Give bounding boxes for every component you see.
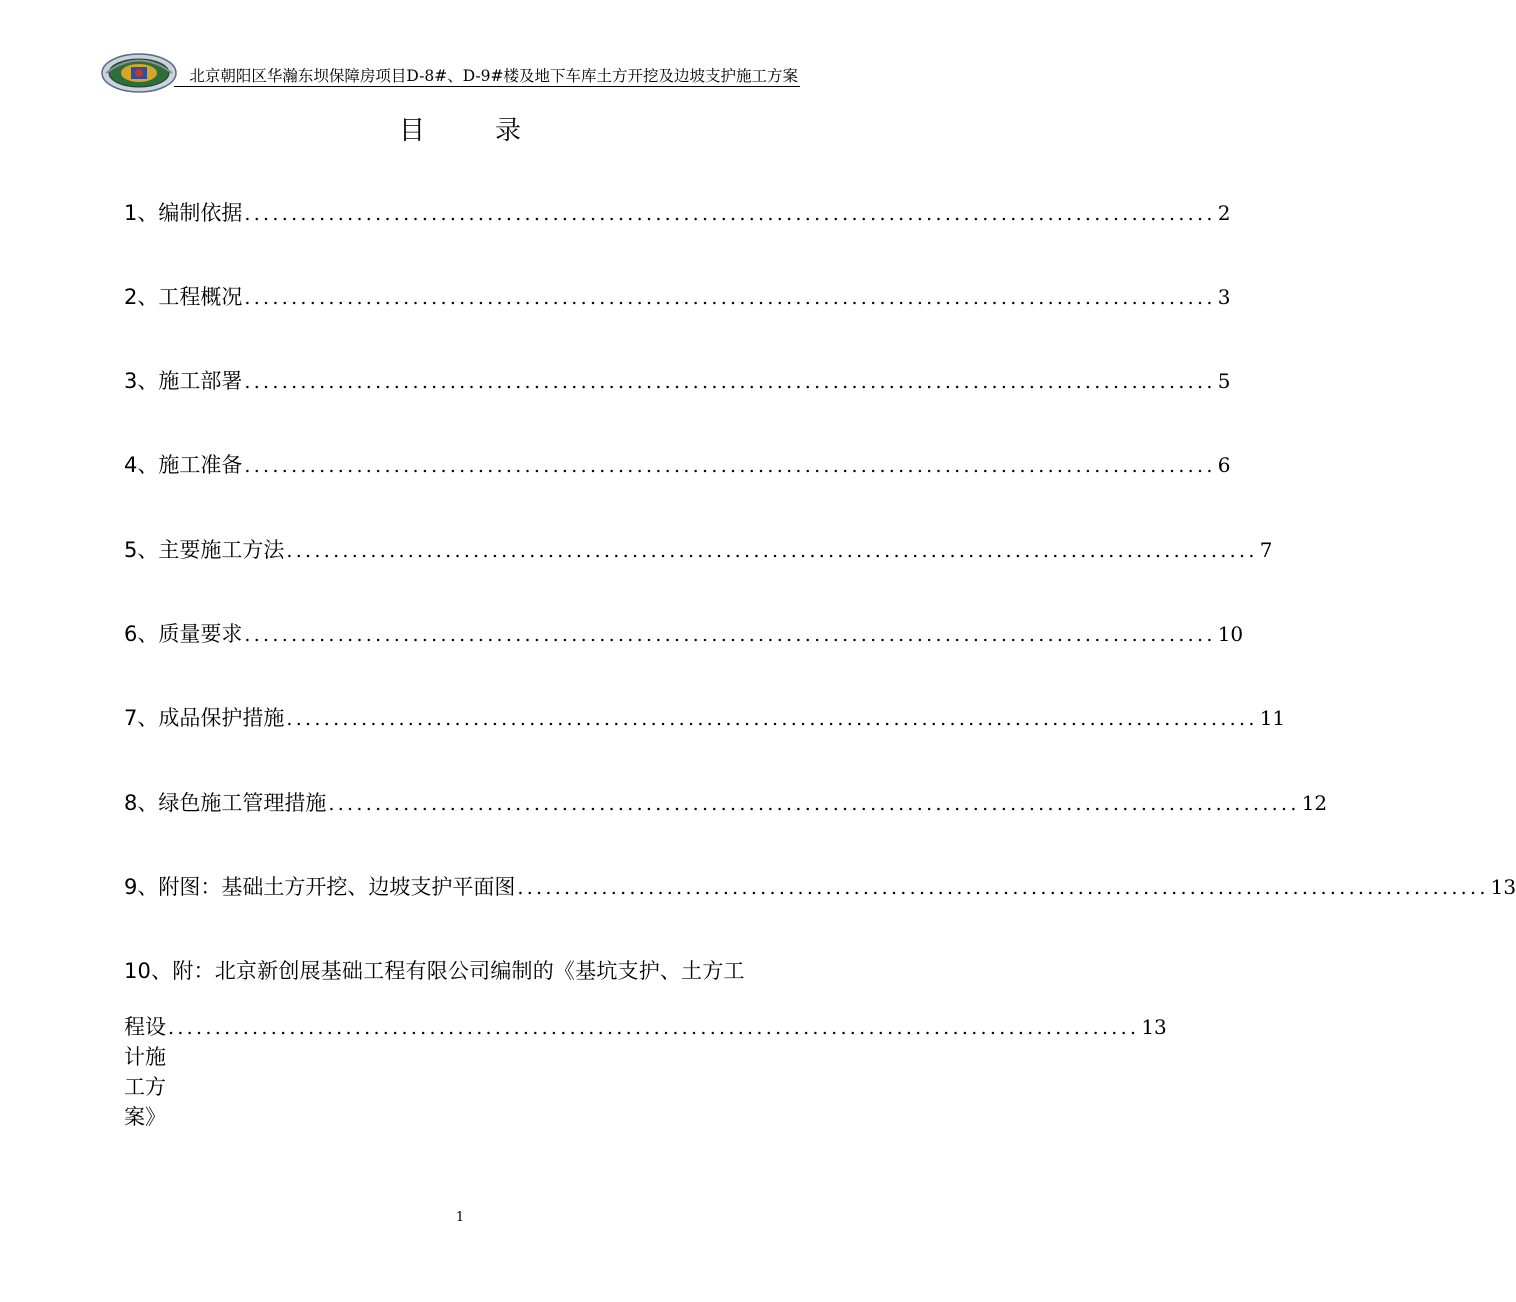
toc-entry[interactable]: [124, 281, 1231, 317]
toc-entry-label: 7、成品保护措施: [124, 706, 285, 730]
toc-entry-label-line2: 程设计施工方案》: [124, 1015, 166, 1129]
toc-entry-page: 12: [1301, 791, 1328, 815]
toc-entry-label: 4、施工准备: [124, 453, 243, 477]
toc-entry-label: 6、质量要求: [124, 622, 243, 646]
page-number: 1: [455, 1210, 465, 1225]
toc-entry-label: 1、编制依据: [124, 201, 243, 225]
toc-entry-multiline[interactable]: [124, 955, 1167, 1131]
toc-entry[interactable]: [124, 702, 1286, 738]
toc-entry-label: 2、工程概况: [124, 285, 243, 309]
toc-entry-page: 3: [1217, 285, 1231, 309]
toc-leader-dots: [244, 624, 1215, 646]
header-divider: [174, 86, 800, 87]
toc-entry-page: 13: [1490, 875, 1516, 899]
toc-entry[interactable]: [124, 618, 1244, 654]
toc-entry-page: 2: [1217, 201, 1231, 225]
toc-entry[interactable]: [124, 197, 1231, 233]
toc-entry[interactable]: [124, 534, 1273, 570]
document-header-title: 北京朝阳区华瀚东坝保障房项目D-8#、D-9#楼及地下车库土方开挖及边坡支护施工方案: [189, 67, 798, 85]
toc-leader-dots: [244, 287, 1215, 309]
toc-heading: [0, 110, 920, 147]
toc-entry-line2: [124, 1011, 1167, 1131]
toc-entry[interactable]: [124, 365, 1231, 401]
toc-leader-dots: ........................................................................................................: [168, 1017, 1140, 1039]
toc-entry[interactable]: [124, 787, 1328, 823]
toc-entry-page: 7: [1259, 538, 1273, 562]
toc-leader-dots: [328, 793, 1299, 815]
toc-entry-page: 10: [1217, 622, 1244, 646]
toc-heading-char-1: 目: [398, 116, 425, 146]
company-seal-logo: [100, 52, 178, 94]
toc-entry-label: 9、附图：基础土方开挖、边坡支护平面图: [124, 875, 516, 899]
toc-leader-dots: [244, 203, 1215, 225]
toc-entry-label: 8、绿色施工管理措施: [124, 791, 327, 815]
toc-entry[interactable]: [124, 871, 1516, 907]
toc-leader-dots: [286, 540, 1257, 562]
toc-leader-dots: [244, 455, 1215, 477]
toc-leader-dots: [517, 877, 1488, 899]
toc-leader-dots: [286, 708, 1257, 730]
toc-leader-dots: [244, 371, 1215, 393]
toc-entry-page: 13: [1141, 1015, 1167, 1039]
toc-entry-page: 11: [1259, 706, 1286, 730]
toc-entry-label: 5、主要施工方法: [124, 538, 285, 562]
toc-entry[interactable]: [124, 449, 1231, 485]
toc-entry-label: 3、施工部署: [124, 369, 243, 393]
toc-entry-label-line1: 10、附：北京新创展基础工程有限公司编制的《基坑支护、土方工: [124, 959, 745, 983]
toc-heading-char-2: 录: [495, 116, 522, 146]
toc-entry-page: 5: [1217, 369, 1231, 393]
page-header: [100, 52, 800, 88]
toc-entry-page: 6: [1217, 453, 1231, 477]
